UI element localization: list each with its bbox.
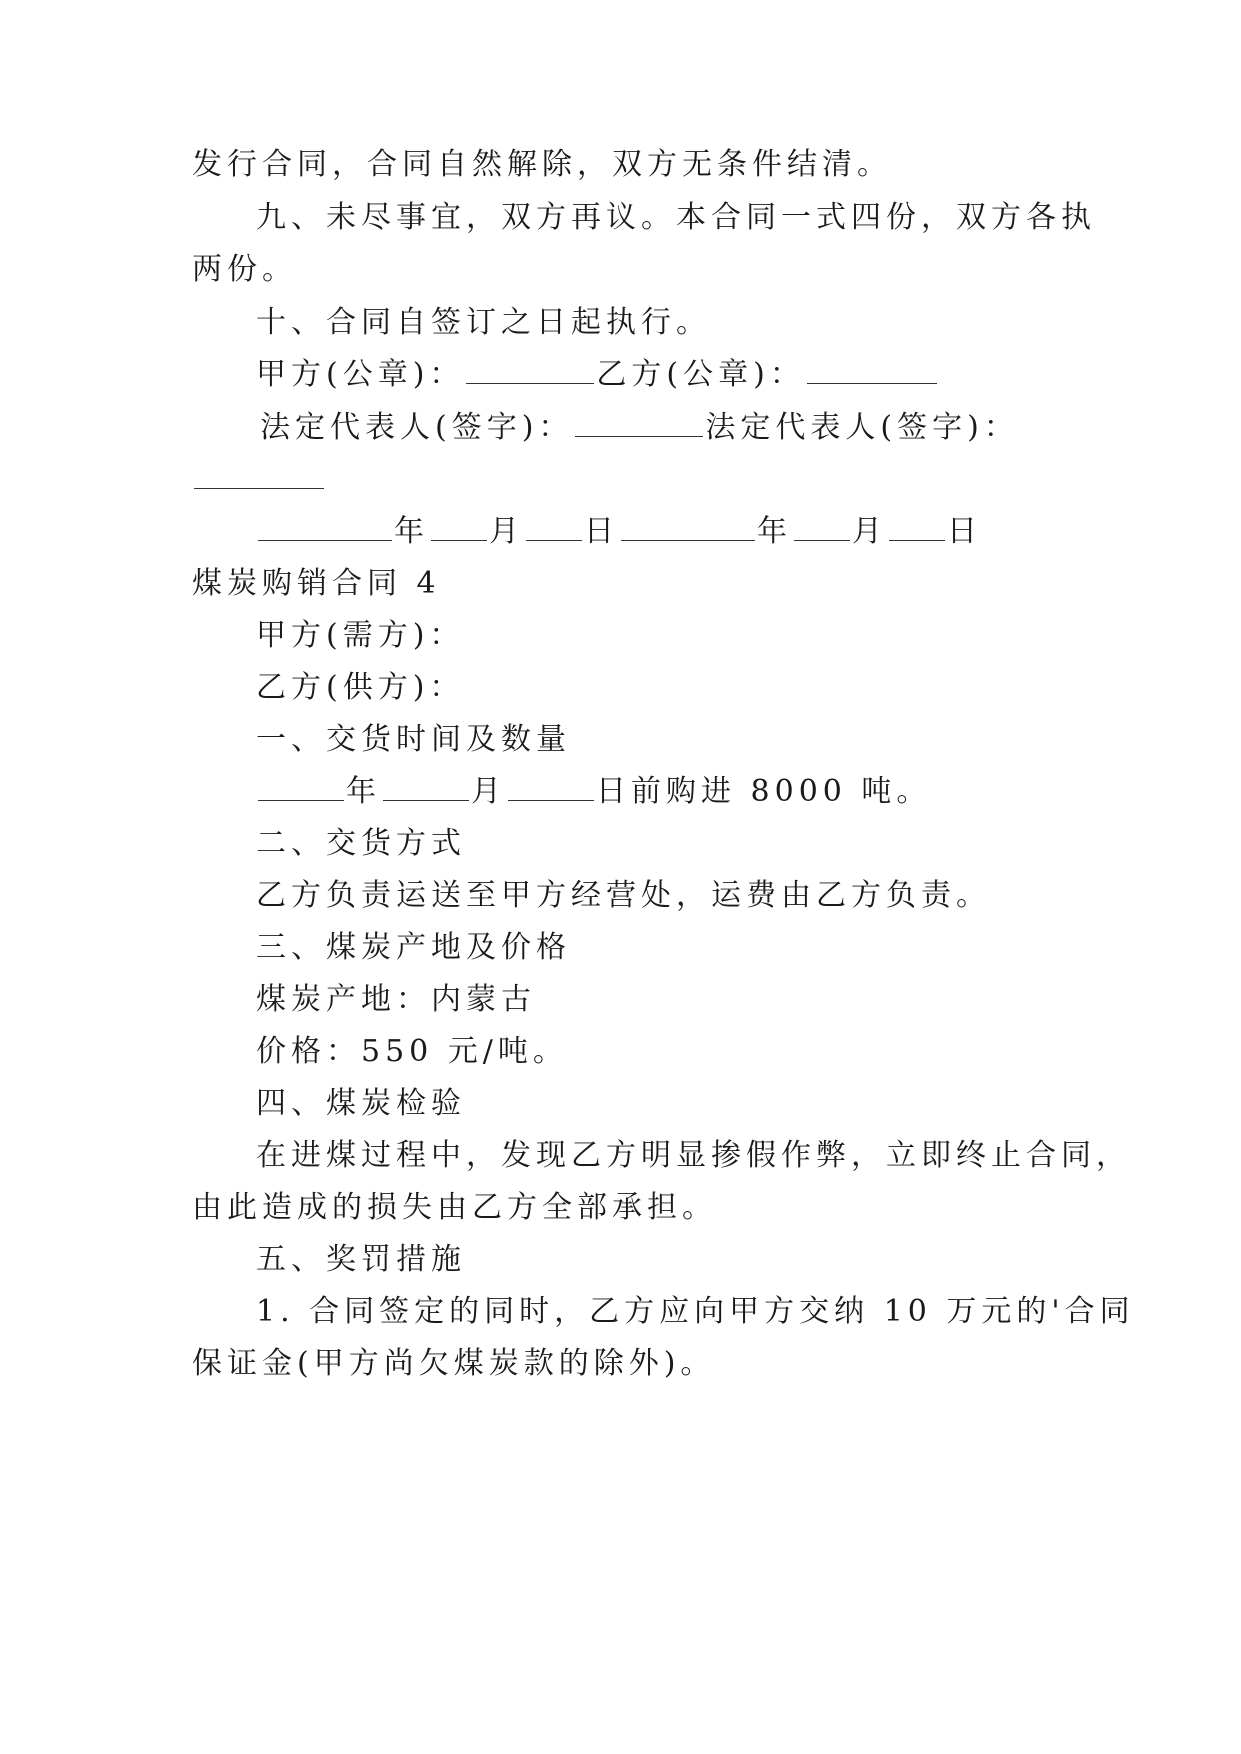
day-blank-b	[889, 538, 945, 541]
month-blank-a	[431, 538, 487, 541]
month-blank-b	[794, 538, 850, 541]
delivery-year-blank	[258, 798, 344, 801]
paragraph-line: 发行合同，合同自然解除，双方无条件结清。	[192, 147, 892, 182]
month-label-a: 月	[489, 514, 524, 549]
heading-rewards-penalties: 五、奖罚措施	[256, 1242, 466, 1277]
party-b-seal-blank	[807, 381, 937, 384]
delivery-date-line	[256, 772, 931, 812]
year-label-a: 年	[394, 514, 429, 549]
inspection-text-continued: 由此造成的损失由乙方全部承担。	[192, 1190, 717, 1225]
party-a-line: 甲方(需方)：	[256, 618, 465, 653]
party-a-rep-blank	[575, 434, 703, 437]
party-b-rep-blank	[194, 486, 324, 489]
year-blank-b	[621, 538, 755, 541]
date-line	[256, 512, 982, 552]
party-a-seal-blank	[466, 381, 594, 384]
delivery-month-label: 月	[471, 774, 506, 809]
party-b-rep-label: 法定代表人(签字)：	[705, 410, 1019, 445]
day-blank-a	[526, 538, 582, 541]
origin-text: 煤炭产地：内蒙古	[256, 982, 536, 1017]
deposit-text-continued: 保证金(甲方尚欠煤炭款的除外)。	[192, 1346, 716, 1381]
clause-nine: 九、未尽事宜，双方再议。本合同一式四份，双方各执	[256, 200, 1096, 235]
seal-line	[256, 355, 939, 395]
section-title: 煤炭购销合同 4	[192, 566, 441, 601]
delivery-day-blank	[508, 798, 594, 801]
month-label-b: 月	[852, 514, 887, 549]
inspection-text: 在进煤过程中，发现乙方明显掺假作弊，立即终止合同，	[256, 1138, 1131, 1173]
heading-origin-price: 三、煤炭产地及价格	[256, 930, 571, 965]
party-b-rep-blank-line	[192, 460, 326, 500]
party-b-seal-label: 乙方(公章)：	[596, 357, 805, 392]
representative-line	[260, 408, 1019, 448]
party-b-line: 乙方(供方)：	[256, 670, 465, 705]
clause-ten: 十、合同自签订之日起执行。	[256, 305, 711, 340]
delivery-year-label: 年	[346, 774, 381, 809]
delivery-quantity-text: 日前购进 8000 吨。	[596, 774, 932, 809]
day-label-a: 日	[584, 514, 619, 549]
year-label-b: 年	[757, 514, 792, 549]
deposit-text: 1. 合同签定的同时，乙方应向甲方交纳 10 万元的'合同	[256, 1294, 1135, 1329]
heading-delivery-method: 二、交货方式	[256, 826, 466, 861]
year-blank-a	[258, 538, 392, 541]
delivery-method-text: 乙方负责运送至甲方经营处，运费由乙方负责。	[256, 878, 991, 913]
price-text: 价格：550 元/吨。	[256, 1034, 568, 1069]
party-a-rep-label: 法定代表人(签字)：	[260, 410, 574, 445]
heading-delivery-time: 一、交货时间及数量	[256, 722, 571, 757]
clause-nine-continued: 两份。	[192, 252, 297, 287]
day-label-b: 日	[947, 514, 982, 549]
delivery-month-blank	[383, 798, 469, 801]
party-a-seal-label: 甲方(公章)：	[256, 357, 465, 392]
heading-inspection: 四、煤炭检验	[256, 1086, 466, 1121]
